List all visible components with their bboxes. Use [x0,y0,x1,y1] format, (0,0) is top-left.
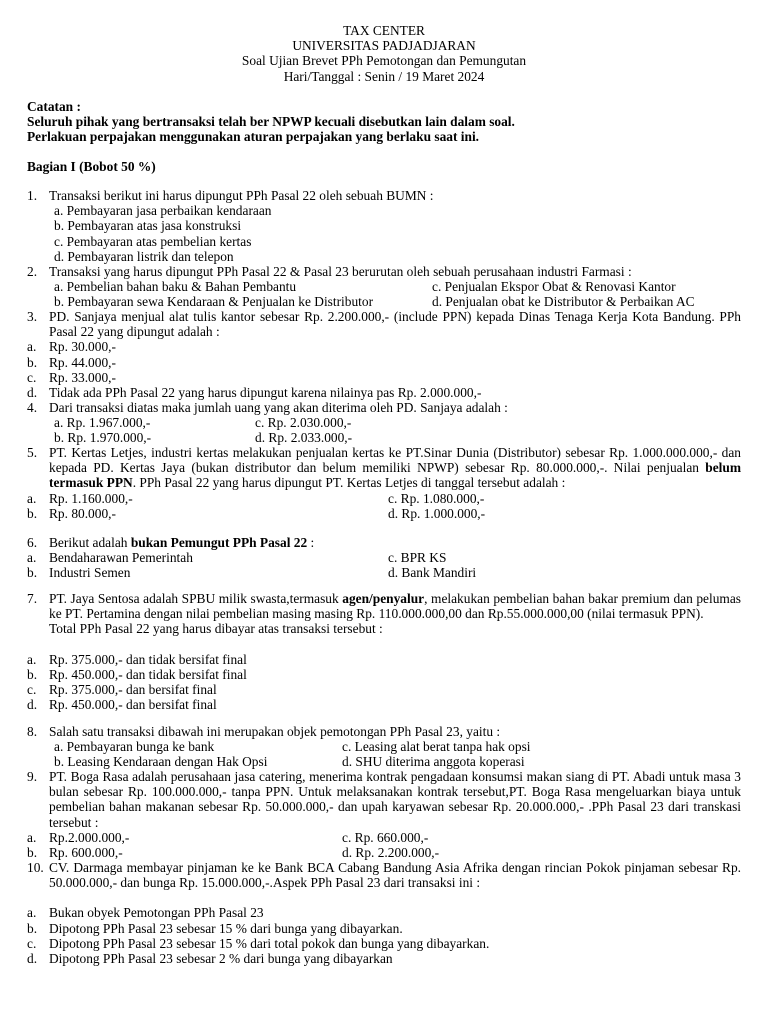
option-d: d. Rp. 1.000.000,- [388,505,486,521]
option-row [27,667,741,682]
option-row [27,652,741,667]
option-b: Rp. 600.000,- [49,845,123,860]
question-text [49,535,741,550]
option-b: Rp. 44.000,- [49,354,116,370]
option-b-letter: b. [27,505,38,521]
question-5 [27,445,741,521]
option-a: a. Pembayaran jasa perbaikan kendaraan [54,203,272,219]
option-a: a. Pembelian bahan baku & Bahan Pembantu [54,279,297,295]
option-a: a. Rp. 1.967.000,- [54,415,151,431]
question-text-part: Berikut adalah [49,535,131,550]
option-row [27,370,741,385]
option-row [27,491,741,506]
question-number: 5. [27,445,38,460]
option-a-letter: a. [27,339,37,355]
option-d-letter: d. [27,950,38,966]
option-a: Rp. 375.000,- dan tidak bersifat final [49,651,247,667]
option-b: Industri Semen [49,565,131,581]
question-number: 7. [27,591,38,606]
option-b: b. Rp. 1.970.000,- [54,430,152,446]
option-b: b. Leasing Kendaraan dengan Hak Opsi [54,754,268,770]
question-text-emphasis: belum termasuk PPN [49,460,741,491]
notes-line-2: Perlakuan perpajakan menggunakan aturan perpajakan yang berlaku saat ini. [27,129,480,145]
question-1 [27,188,741,264]
question-6 [27,535,741,581]
document-header [0,23,768,84]
question-2 [27,264,741,310]
question-4 [27,400,741,446]
question-text-part: , melakukan pembelian bahan bakar premium dan pelumas ke PT. Pertamina dengan nilai pembelian masing masing Rp. 110.000.000,00 dan Rp.55.000.000,00 (nilai termasuk PPN). [49,591,741,622]
question-text-part: . PPh Pasal 22 yang harus dipungut PT. Kertas Letjes di tanggal tersebut adalah : [132,475,566,491]
option-c: c. Pembayaran atas pembelian kertas [54,233,252,249]
option-a-letter: a. [27,651,37,667]
option-a: a. Pembayaran bunga ke bank [54,739,215,755]
option-a: Bukan obyek Pemotongan PPh Pasal 23 [49,905,264,921]
option-b-letter: b. [27,845,38,860]
notes-title: Catatan : [27,99,81,114]
option-c-letter: c. [27,369,37,385]
question-number: 2. [27,264,38,279]
option-row [27,415,741,430]
option-b: b. Pembayaran sewa Kendaraan & Penjualan ke Distributor [54,294,374,310]
question-text [49,591,741,621]
option-b: Dipotong PPh Pasal 23 sebesar 15 % dari bunga yang dibayarkan. [49,920,403,936]
option-c: c. Rp. 1.080.000,- [388,490,485,506]
question-subtext: Total PPh Pasal 22 yang harus dibayar atas transaksi tersebut : [49,621,383,637]
option-d: d. SHU diterima anggota koperasi [342,754,525,770]
option-row [27,830,741,845]
option-c-letter: c. [27,681,37,697]
option-a: Rp. 30.000,- [49,339,116,355]
option-row [27,203,741,218]
option-d: d. Rp. 2.033.000,- [255,430,353,446]
question-text: Dari transaksi diatas maka jumlah uang yang akan diterima oleh PD. Sanjaya adalah : [49,400,508,415]
header-university: UNIVERSITAS PADJADJARAN [292,38,476,54]
option-b: Rp. 80.000,- [49,505,116,521]
option-d: Rp. 450.000,- dan bersifat final [49,697,217,713]
option-c-letter: c. [27,935,37,951]
section-heading: Bagian I (Bobot 50 %) [27,159,156,174]
option-row [27,249,741,264]
question-10 [27,860,741,966]
question-text-emphasis: agen/penyalur [342,591,425,606]
question-number: 4. [27,400,38,415]
option-row [27,739,741,754]
question-number: 8. [27,724,38,739]
option-b-letter: b. [27,666,38,682]
option-c: c. Rp. 2.030.000,- [255,415,352,431]
option-c: c. Rp. 660.000,- [342,829,429,845]
question-text: Transaksi yang harus dipungut PPh Pasal 22 & Pasal 23 berurutan oleh sebuah perusahaan industri Farmasi : [49,264,632,279]
question-8 [27,724,741,770]
option-row [27,550,741,565]
option-c: Rp. 33.000,- [49,369,116,385]
option-a-letter: a. [27,905,37,921]
option-row [27,697,741,712]
option-b: Rp. 450.000,- dan tidak bersifat final [49,666,247,682]
notes-block [27,99,747,145]
question-text-part: : [307,535,315,550]
option-row [27,294,741,309]
option-row [27,845,741,860]
header-date: Hari/Tanggal : Senin / 19 Maret 2024 [283,68,485,84]
question-number: 6. [27,535,38,550]
question-text [49,445,741,491]
option-d: d. Rp. 2.200.000,- [342,845,440,860]
question-7 [27,591,741,712]
option-c: c. Leasing alat berat tanpa hak opsi [342,739,531,755]
question-text: PT. Boga Rasa adalah perusahaan jasa catering, menerima kontrak pengadaan konsumsi makan siang di PT. Abadi untuk masa 3 bulan sebesar Rp. 100.000.000,- tanpa PPN. Untuk melaksanakan kontrak tersebut,PT. Boga Rasa mengeluarkan biaya untuk pembelian bahan makanan sebesar Rp. 50.000.000,- dan upah karyawan sebesar Rp. 20.000.000,- .PPh Pasal 23 dari transkasi tersebut : [49,769,741,830]
option-d: d. Bank Mandiri [388,565,477,581]
option-row [27,921,741,936]
option-d-letter: d. [27,697,38,713]
notes-line-1: Seluruh pihak yang bertransaksi telah ber NPWP kecuali disebutkan lain dalam soal. [27,114,515,130]
question-text: Transaksi berikut ini harus dipungut PPh Pasal 22 oleh sebuah BUMN : [49,188,434,203]
option-d: Tidak ada PPh Pasal 22 yang harus dipungut karena nilainya pas Rp. 2.000.000,- [49,384,482,400]
option-row [27,385,741,400]
header-exam-name: Soal Ujian Brevet PPh Pemotongan dan Pemungutan [241,53,527,69]
option-c: Rp. 375.000,- dan bersifat final [49,681,217,697]
option-b-letter: b. [27,565,38,581]
option-d: d. Pembayaran listrik dan telepon [54,248,234,264]
option-c: c. BPR KS [388,550,447,566]
option-row [27,754,741,769]
question-number: 9. [27,769,38,784]
option-b: b. Pembayaran atas jasa konstruksi [54,218,242,234]
question-text: CV. Darmaga membayar pinjaman ke ke Bank BCA Cabang Bandung Asia Afrika dengan rincian Pokok pinjaman sebesar Rp. 50.000.000,- dan bunga Rp. 15.000.000,-.Aspek PPh Pasal 23 dari transaksi ini : [49,860,741,891]
option-row [27,430,741,445]
option-row [27,682,741,697]
question-number: 3. [27,309,38,324]
option-c: Dipotong PPh Pasal 23 sebesar 15 % dari total pokok dan bunga yang dibayarkan. [49,935,490,951]
question-9 [27,769,741,860]
option-row [27,905,741,920]
option-row [27,355,741,370]
option-row [27,339,741,354]
question-text-emphasis: bukan Pemungut PPh Pasal 22 [130,535,308,550]
option-row [27,951,741,966]
option-row [27,234,741,249]
option-a-letter: a. [27,829,37,845]
question-text: Salah satu transaksi dibawah ini merupakan objek pemotongan PPh Pasal 23, yaitu : [49,724,501,739]
option-a-letter: a. [27,550,37,566]
option-a: Rp.2.000.000,- [49,829,130,845]
option-row [27,936,741,951]
option-a-letter: a. [27,490,37,506]
option-a: Rp. 1.160.000,- [49,490,133,506]
question-number: 1. [27,188,38,203]
option-b-letter: b. [27,354,38,370]
question-3 [27,309,741,400]
option-d: Dipotong PPh Pasal 23 sebesar 2 % dari bunga yang dibayarkan [49,950,393,966]
option-b-letter: b. [27,920,38,936]
option-row [27,565,741,580]
option-d-letter: d. [27,384,38,400]
question-text-part: PT. Jaya Sentosa adalah SPBU milik swasta,termasuk [49,591,343,606]
option-d: d. Penjualan obat ke Distributor & Perbaikan AC [432,294,695,310]
question-text-part: PT. Kertas Letjes, industri kertas melakukan penjualan kertas ke PT.Sinar Dunia (Distributor) sebesar Rp. 1.000.000.000,- dan kepada PD. Kertas Jaya (bukan distributor dan belum memiliki NPWP) sebesar Rp. 80.000.000,-. Nilai penjualan [49,445,741,476]
question-number: 10. [27,860,44,875]
question-text: PD. Sanjaya menjual alat tulis kantor sebesar Rp. 2.200.000,- (include PPN) kepada Dinas Tenaga Kerja Kota Bandung. PPh Pasal 22 yang dipungut adalah : [49,309,741,340]
header-title: TAX CENTER [343,23,425,38]
option-row [27,279,741,294]
option-row [27,506,741,521]
option-row [27,218,741,233]
option-a: Bendaharawan Pemerintah [49,550,193,566]
option-c: c. Penjualan Ekspor Obat & Renovasi Kantor [432,279,676,295]
